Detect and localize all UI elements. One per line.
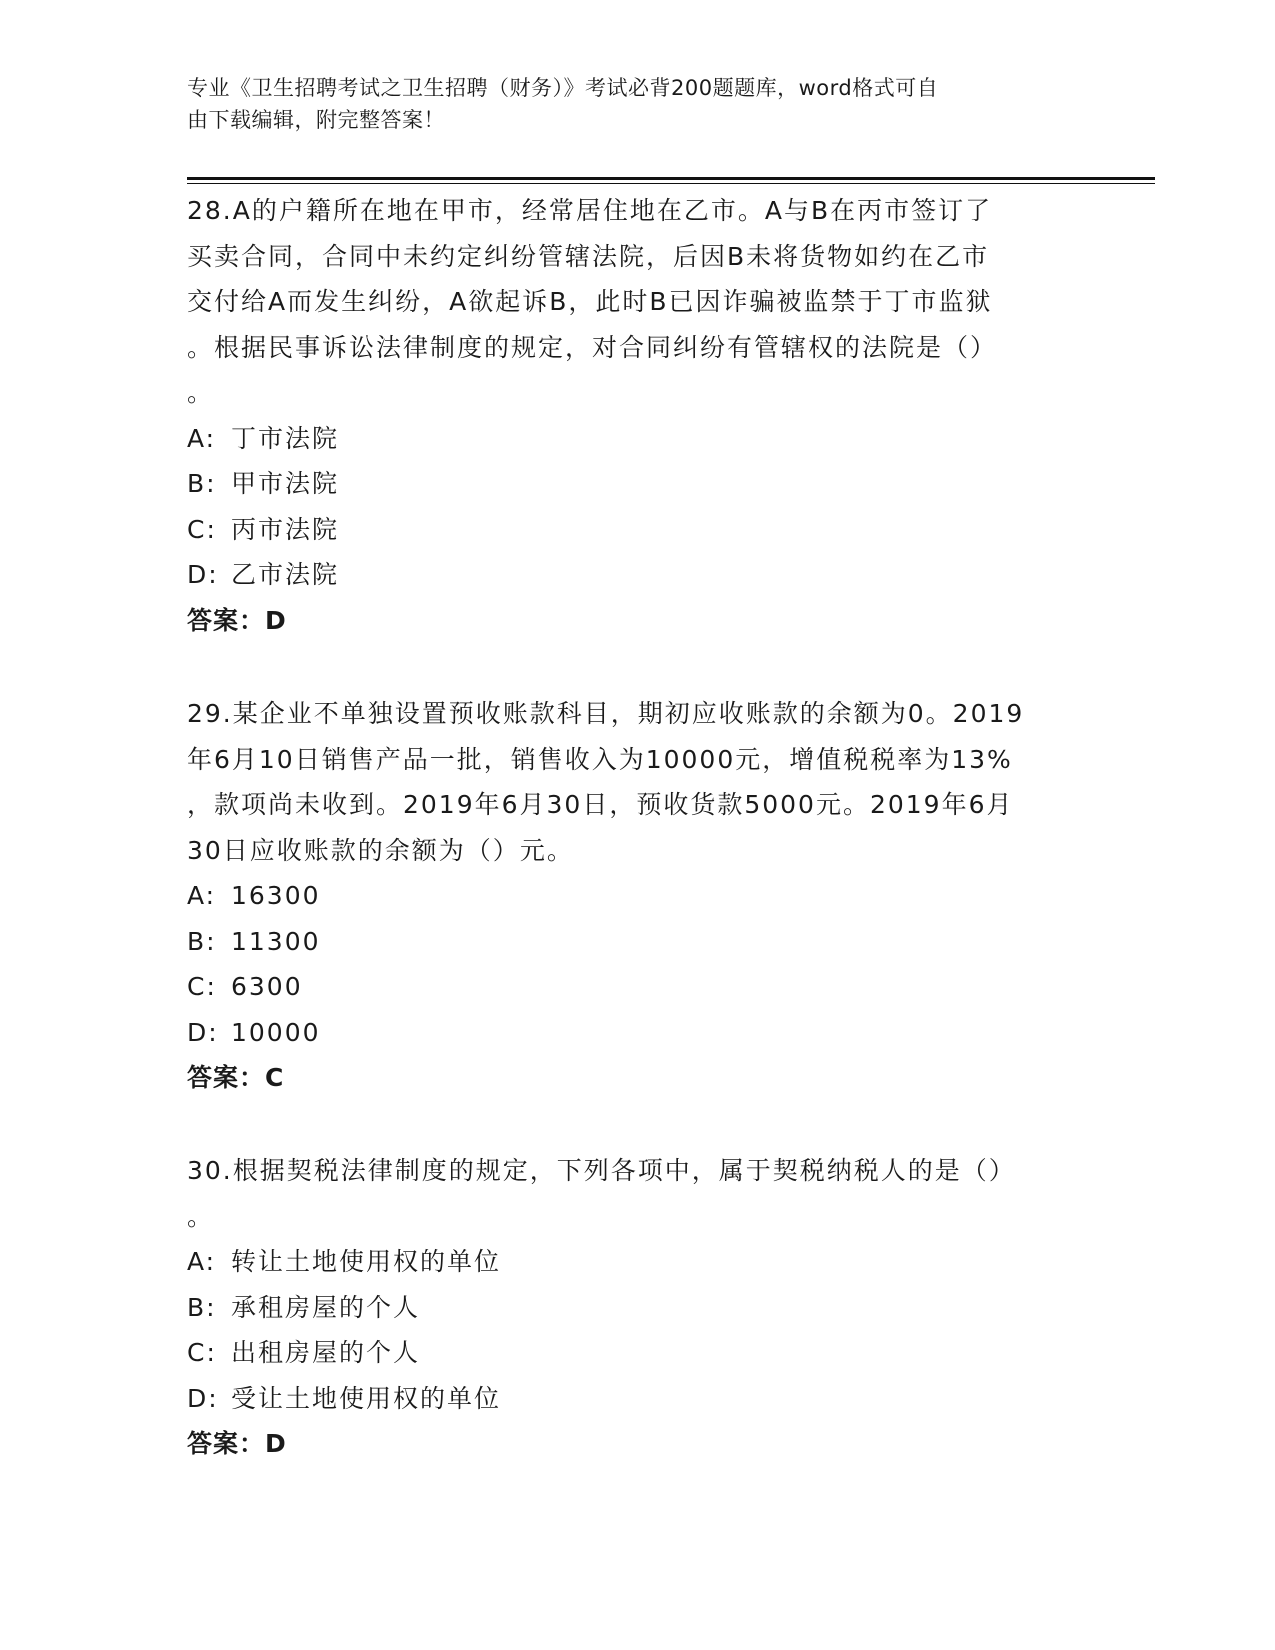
option-label: A: <box>187 423 217 453</box>
option-text: 丙市法院 <box>231 514 340 544</box>
answer-line: 答案：D <box>187 1429 287 1458</box>
stem-line: 。 <box>187 1201 215 1231</box>
option-label: A: <box>187 881 217 910</box>
option-text: 承租房屋的个人 <box>231 1292 421 1322</box>
stem-line: 28.A的户籍所在地在甲市，经常居住地在乙市。A与B在丙市签订了 <box>187 196 993 225</box>
option-label: A: <box>187 1247 217 1276</box>
option-label: C: <box>187 972 217 1001</box>
option-b <box>187 461 1087 507</box>
question-stem <box>187 188 1087 416</box>
option-label: B: <box>187 469 217 498</box>
option-text: 受让土地使用权的单位 <box>231 1383 502 1413</box>
stem-line: 30日应收账款的余额为（）元。 <box>187 835 574 865</box>
option-label: C: <box>187 514 217 544</box>
stem-line: ，款项尚未收到。2019年6月30日，预收货款5000元。2019年6月 <box>187 790 1014 819</box>
option-label: B: <box>187 926 217 956</box>
option-b <box>187 919 1087 965</box>
option-d <box>187 1376 1087 1422</box>
option-d <box>187 1010 1087 1056</box>
answer-line: 答案：D <box>187 605 287 635</box>
option-text: 转让土地使用权的单位 <box>231 1247 502 1276</box>
question-stem <box>187 1148 1087 1239</box>
header-line-1: 专业《卫生招聘考试之卫生招聘（财务）》考试必背200题题库，word格式可自 <box>187 76 939 100</box>
option-text: 甲市法院 <box>231 469 340 498</box>
stem-line: 。根据民事诉讼法律制度的规定，对合同纠纷有管辖权的法院是（） <box>187 332 998 362</box>
answer-line: 答案：C <box>187 1063 285 1092</box>
option-text: 11300 <box>231 926 321 956</box>
option-label: B: <box>187 1292 217 1322</box>
option-text: 乙市法院 <box>231 560 340 589</box>
question-28 <box>187 188 1087 643</box>
question-30 <box>187 1148 1087 1467</box>
header-line-2: 由下载编辑，附完整答案！ <box>187 108 445 132</box>
question-29 <box>187 691 1087 1101</box>
option-a <box>187 416 1087 462</box>
document-header <box>187 72 1067 136</box>
option-b <box>187 1285 1087 1331</box>
option-label: D: <box>187 560 219 589</box>
header-divider-thick <box>187 177 1155 180</box>
option-c <box>187 507 1087 553</box>
header-divider-thin <box>187 183 1155 184</box>
option-text: 出租房屋的个人 <box>231 1338 421 1367</box>
stem-line: 年6月10日销售产品一批，销售收入为10000元，增值税税率为13% <box>187 744 1013 774</box>
option-text: 16300 <box>231 881 321 910</box>
stem-line: 买卖合同，合同中未约定纠纷管辖法院，后因B未将货物如约在乙市 <box>187 241 990 271</box>
option-text: 6300 <box>231 972 303 1001</box>
option-text: 丁市法院 <box>231 423 340 453</box>
option-c <box>187 1330 1087 1376</box>
stem-line: 。 <box>187 378 215 407</box>
option-label: C: <box>187 1338 217 1367</box>
option-c <box>187 964 1087 1010</box>
option-text: 10000 <box>231 1017 321 1047</box>
option-a <box>187 1239 1087 1285</box>
option-a <box>187 873 1087 919</box>
option-label: D: <box>187 1017 219 1047</box>
question-stem <box>187 691 1087 873</box>
option-label: D: <box>187 1383 219 1413</box>
option-d <box>187 552 1087 598</box>
stem-line: 交付给A而发生纠纷，A欲起诉B，此时B已因诈骗被监禁于丁市监狱 <box>187 287 993 316</box>
stem-line: 30.根据契税法律制度的规定，下列各项中，属于契税纳税人的是（） <box>187 1156 1016 1185</box>
stem-line: 29.某企业不单独设置预收账款科目，期初应收账款的余额为0。2019 <box>187 699 1025 728</box>
